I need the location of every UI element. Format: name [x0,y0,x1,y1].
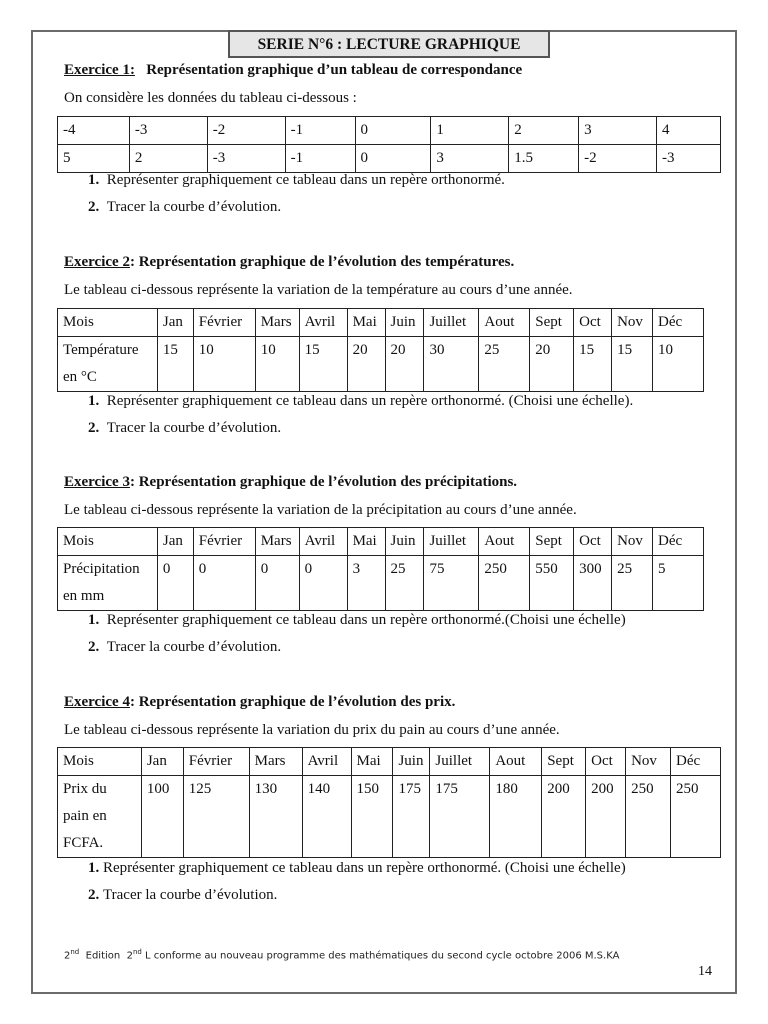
ex1-table [57,116,721,173]
table-cell: -4 [58,117,130,145]
row-label [58,776,142,858]
table-cell: 3 [431,145,509,173]
ex3-title: : Représentation graphique de l’évolution des précipitations. [129,474,518,490]
value-cell: 10 [193,337,255,392]
ex1-intro: On considère les données du tableau ci-dessous : [64,90,357,106]
ex4-label: Exercice 4 [64,694,130,710]
value-cell: 140 [302,776,351,858]
column-header: Mai [347,528,385,556]
ex2-question-2: 2. Tracer la courbe d’évolution. [88,420,282,436]
column-header: Mois [58,528,158,556]
value-cell: 15 [157,337,193,392]
column-header: Oct [574,528,612,556]
footer-note: 2nd Edition 2nd L conforme au nouveau programme des mathématiques du second cycle octobre 2006 M.S.KA [64,948,620,962]
value-cell: 150 [351,776,393,858]
value-cell: 0 [299,556,347,611]
row-label-line: Prix du [63,781,107,797]
table-cell: 0 [355,117,431,145]
table-cell: -2 [207,117,285,145]
column-header: Nov [612,528,653,556]
value-cell: 300 [574,556,612,611]
column-header: Déc [653,309,704,337]
table-header-row [58,748,721,776]
value-cell: 550 [530,556,574,611]
table-header-row [58,309,704,337]
table-cell: -2 [579,145,657,173]
ex3-question-2: 2. Tracer la courbe d’évolution. [88,639,282,655]
ex1-question-2: 2. Tracer la courbe d’évolution. [88,199,282,215]
value-cell: 30 [424,337,479,392]
ex3-intro: Le tableau ci-dessous représente la variation de la précipitation au cours d’une année. [64,502,577,518]
column-header: Mai [347,309,385,337]
value-cell: 180 [490,776,542,858]
column-header: Nov [612,309,653,337]
value-cell: 250 [479,556,530,611]
column-header: Juillet [424,309,479,337]
value-cell: 15 [612,337,653,392]
value-cell: 25 [479,337,530,392]
ex1-question-1: 1. Représenter graphiquement ce tableau dans un repère orthonormé. [88,172,505,188]
ex4-title: : Représentation graphique de l’évolution des prix. [129,694,456,710]
column-header: Aout [479,309,530,337]
value-cell: 10 [255,337,299,392]
value-cell: 20 [385,337,424,392]
ex3-heading [64,474,517,491]
ex2-table [57,308,704,392]
column-header: Juin [385,309,424,337]
column-header: Mois [58,748,142,776]
value-cell: 15 [299,337,347,392]
column-header: Juin [393,748,430,776]
ex3-question-1: 1. Représenter graphiquement ce tableau dans un repère orthonormé.(Choisi une échelle) [88,612,626,628]
value-cell: 20 [530,337,574,392]
row-label-line: en °C [63,369,97,385]
column-header: Février [183,748,249,776]
value-cell: 175 [393,776,430,858]
table-cell: -1 [285,145,355,173]
ex1-heading [64,62,522,79]
table-cell: 4 [657,117,721,145]
ex1-label: Exercice 1: [64,62,135,78]
value-cell: 250 [626,776,671,858]
column-header: Aout [490,748,542,776]
column-header: Février [193,309,255,337]
row-label-line: Température [63,342,139,358]
table-row [58,337,704,392]
column-header: Février [193,528,255,556]
column-header: Juillet [430,748,490,776]
table-cell: -3 [657,145,721,173]
value-cell: 250 [671,776,721,858]
table-row [58,145,721,173]
value-cell: 125 [183,776,249,858]
table-row [58,776,721,858]
value-cell: 200 [586,776,626,858]
ex1-title: Représentation graphique d’un tableau de correspondance [146,62,523,78]
table-cell: -3 [129,117,207,145]
column-header: Jan [157,309,193,337]
row-label-line: en mm [63,588,105,604]
column-header: Juin [385,528,424,556]
ex2-question-1: 1. Représenter graphiquement ce tableau dans un repère orthonormé. (Choisi une échelle). [88,393,634,409]
row-label-line: Précipitation [63,561,140,577]
column-header: Mars [255,528,299,556]
table-header-row [58,528,704,556]
column-header: Oct [574,309,612,337]
table-cell: 2 [509,117,579,145]
value-cell: 25 [385,556,424,611]
value-cell: 100 [141,776,183,858]
table-cell: 1.5 [509,145,579,173]
column-header: Juillet [424,528,479,556]
value-cell: 0 [255,556,299,611]
column-header: Mois [58,309,158,337]
ex4-heading [64,694,455,711]
column-header: Oct [586,748,626,776]
column-header: Mars [255,309,299,337]
column-header: Avril [302,748,351,776]
column-header: Nov [626,748,671,776]
table-cell: 0 [355,145,431,173]
ex3-table [57,527,704,611]
ex2-label: Exercice 2 [64,254,130,270]
value-cell: 20 [347,337,385,392]
value-cell: 0 [157,556,193,611]
column-header: Jan [157,528,193,556]
table-cell: 1 [431,117,509,145]
column-header: Avril [299,528,347,556]
row-label-line: pain en [63,808,107,824]
column-header: Mars [249,748,302,776]
value-cell: 3 [347,556,385,611]
row-label [58,337,158,392]
column-header: Sept [530,309,574,337]
ex2-intro: Le tableau ci-dessous représente la variation de la température au cours d’une année. [64,282,573,298]
column-header: Déc [671,748,721,776]
value-cell: 10 [653,337,704,392]
ex4-question-2: 2. Tracer la courbe d’évolution. [88,887,278,903]
table-cell: -3 [207,145,285,173]
value-cell: 5 [653,556,704,611]
column-header: Mai [351,748,393,776]
table-row [58,117,721,145]
value-cell: 130 [249,776,302,858]
value-cell: 200 [542,776,586,858]
table-row [58,556,704,611]
column-header: Jan [141,748,183,776]
table-cell: 2 [129,145,207,173]
value-cell: 0 [193,556,255,611]
ex2-title: : Représentation graphique de l’évolution des températures. [129,254,515,270]
column-header: Sept [542,748,586,776]
page-number: 14 [698,964,712,979]
row-label-line: FCFA. [63,835,104,851]
column-header: Aout [479,528,530,556]
value-cell: 15 [574,337,612,392]
value-cell: 175 [430,776,490,858]
column-header: Déc [653,528,704,556]
table-cell: 3 [579,117,657,145]
column-header: Sept [530,528,574,556]
ex4-question-1: 1. Représenter graphiquement ce tableau dans un repère orthonormé. (Choisi une échelle) [88,860,626,876]
table-cell: 5 [58,145,130,173]
ex2-heading [64,254,514,271]
value-cell: 75 [424,556,479,611]
ex3-label: Exercice 3 [64,474,130,490]
column-header: Avril [299,309,347,337]
series-title: SERIE N°6 : LECTURE GRAPHIQUE [228,30,550,58]
value-cell: 25 [612,556,653,611]
ex4-table [57,747,721,858]
table-cell: -1 [285,117,355,145]
ex4-intro: Le tableau ci-dessous représente la variation du prix du pain au cours d’une année. [64,722,560,738]
row-label [58,556,158,611]
